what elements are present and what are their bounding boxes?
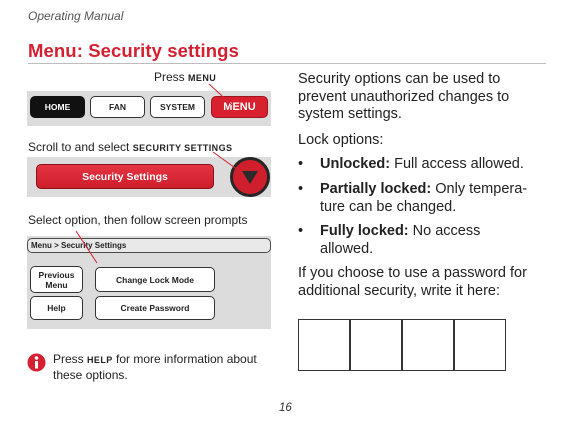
password-instructions: [298, 265, 527, 300]
lock-options-heading: Lock options:: [298, 132, 384, 148]
password-box-2[interactable]: [350, 319, 402, 371]
lock-option-fully-locked-line1: [320, 223, 550, 241]
previous-menu-line1: Previous: [38, 269, 75, 280]
lock-option-partially-locked-text: [320, 181, 550, 216]
security-settings-button[interactable]: Security Settings: [36, 164, 214, 189]
bullet-dot-icon: •: [298, 156, 304, 172]
lock-option-unlocked: [298, 156, 558, 176]
security-intro-line2: prevent unauthorized changes to: [298, 88, 510, 105]
help-note-line1: [53, 352, 257, 368]
help-note-line2: these options.: [53, 367, 128, 382]
security-intro-line3: system settings.: [298, 106, 402, 122]
info-circle-icon: [27, 353, 46, 372]
password-box-3[interactable]: [402, 319, 454, 371]
lock-option-partially-locked-line1: [320, 181, 550, 199]
pointer-line-scroll: [213, 152, 238, 170]
lock-option-partially-locked-desc2: ture can be changed.: [320, 198, 457, 215]
help-note-rest: for more information about: [115, 352, 257, 366]
password-instructions-line1: If you choose to use a password for: [298, 265, 527, 281]
menu-button[interactable]: MENU: [211, 96, 268, 118]
system-button[interactable]: SYSTEM: [150, 96, 205, 118]
fan-button[interactable]: FAN: [90, 96, 145, 118]
breadcrumb: Menu > Security Settings: [27, 238, 271, 253]
lock-option-unlocked-name: Unlocked:: [320, 156, 391, 172]
lock-option-fully-locked-name: Fully locked:: [320, 223, 409, 239]
security-intro-line1: Security options can be used to: [298, 71, 501, 87]
password-box-4[interactable]: [454, 319, 506, 371]
pointer-line-menu: [209, 84, 232, 105]
home-button[interactable]: HOME: [30, 96, 85, 118]
password-boxes: [298, 319, 508, 371]
lock-option-fully-locked-desc1: No access: [412, 223, 481, 239]
lock-option-partially-locked-name: Partially locked:: [320, 181, 432, 197]
bullet-dot-icon: •: [298, 223, 304, 239]
press-menu-key: MENU: [188, 73, 217, 83]
lock-option-fully-locked-text: [320, 223, 550, 258]
lock-option-unlocked-text: [320, 156, 550, 174]
previous-menu-line2: Menu: [45, 279, 68, 290]
page-number: 16: [279, 402, 292, 414]
password-instructions-line2: additional security, write it here:: [298, 282, 501, 299]
select-option-caption: Select option, then follow screen prompts: [28, 213, 248, 227]
scroll-select-key: SECURITY SETTINGS: [132, 143, 233, 153]
help-button[interactable]: Help: [30, 296, 83, 320]
manual-header-label: Operating Manual: [28, 9, 124, 23]
lock-option-unlocked-desc: Full access allowed.: [394, 156, 524, 172]
help-note-prefix: Press: [53, 352, 84, 366]
security-intro: [298, 71, 509, 124]
lock-option-fully-locked: [298, 223, 558, 261]
page-title: Menu: Security settings: [28, 40, 239, 61]
lock-option-partially-locked-desc1: Only tempera-: [435, 181, 528, 197]
bullet-dot-icon: •: [298, 181, 304, 197]
pointer-line-select: [76, 231, 97, 263]
change-lock-mode-button[interactable]: Change Lock Mode: [95, 267, 215, 292]
press-menu-prefix: Press: [154, 70, 185, 84]
scroll-select-prefix: Scroll to and select: [28, 140, 130, 154]
password-box-1[interactable]: [298, 319, 350, 371]
create-password-button[interactable]: Create Password: [95, 296, 215, 320]
lock-option-partially-locked: [298, 181, 558, 219]
help-note-key: HELP: [87, 355, 113, 365]
lock-option-fully-locked-desc2: allowed.: [320, 240, 374, 257]
help-note: [53, 352, 257, 382]
